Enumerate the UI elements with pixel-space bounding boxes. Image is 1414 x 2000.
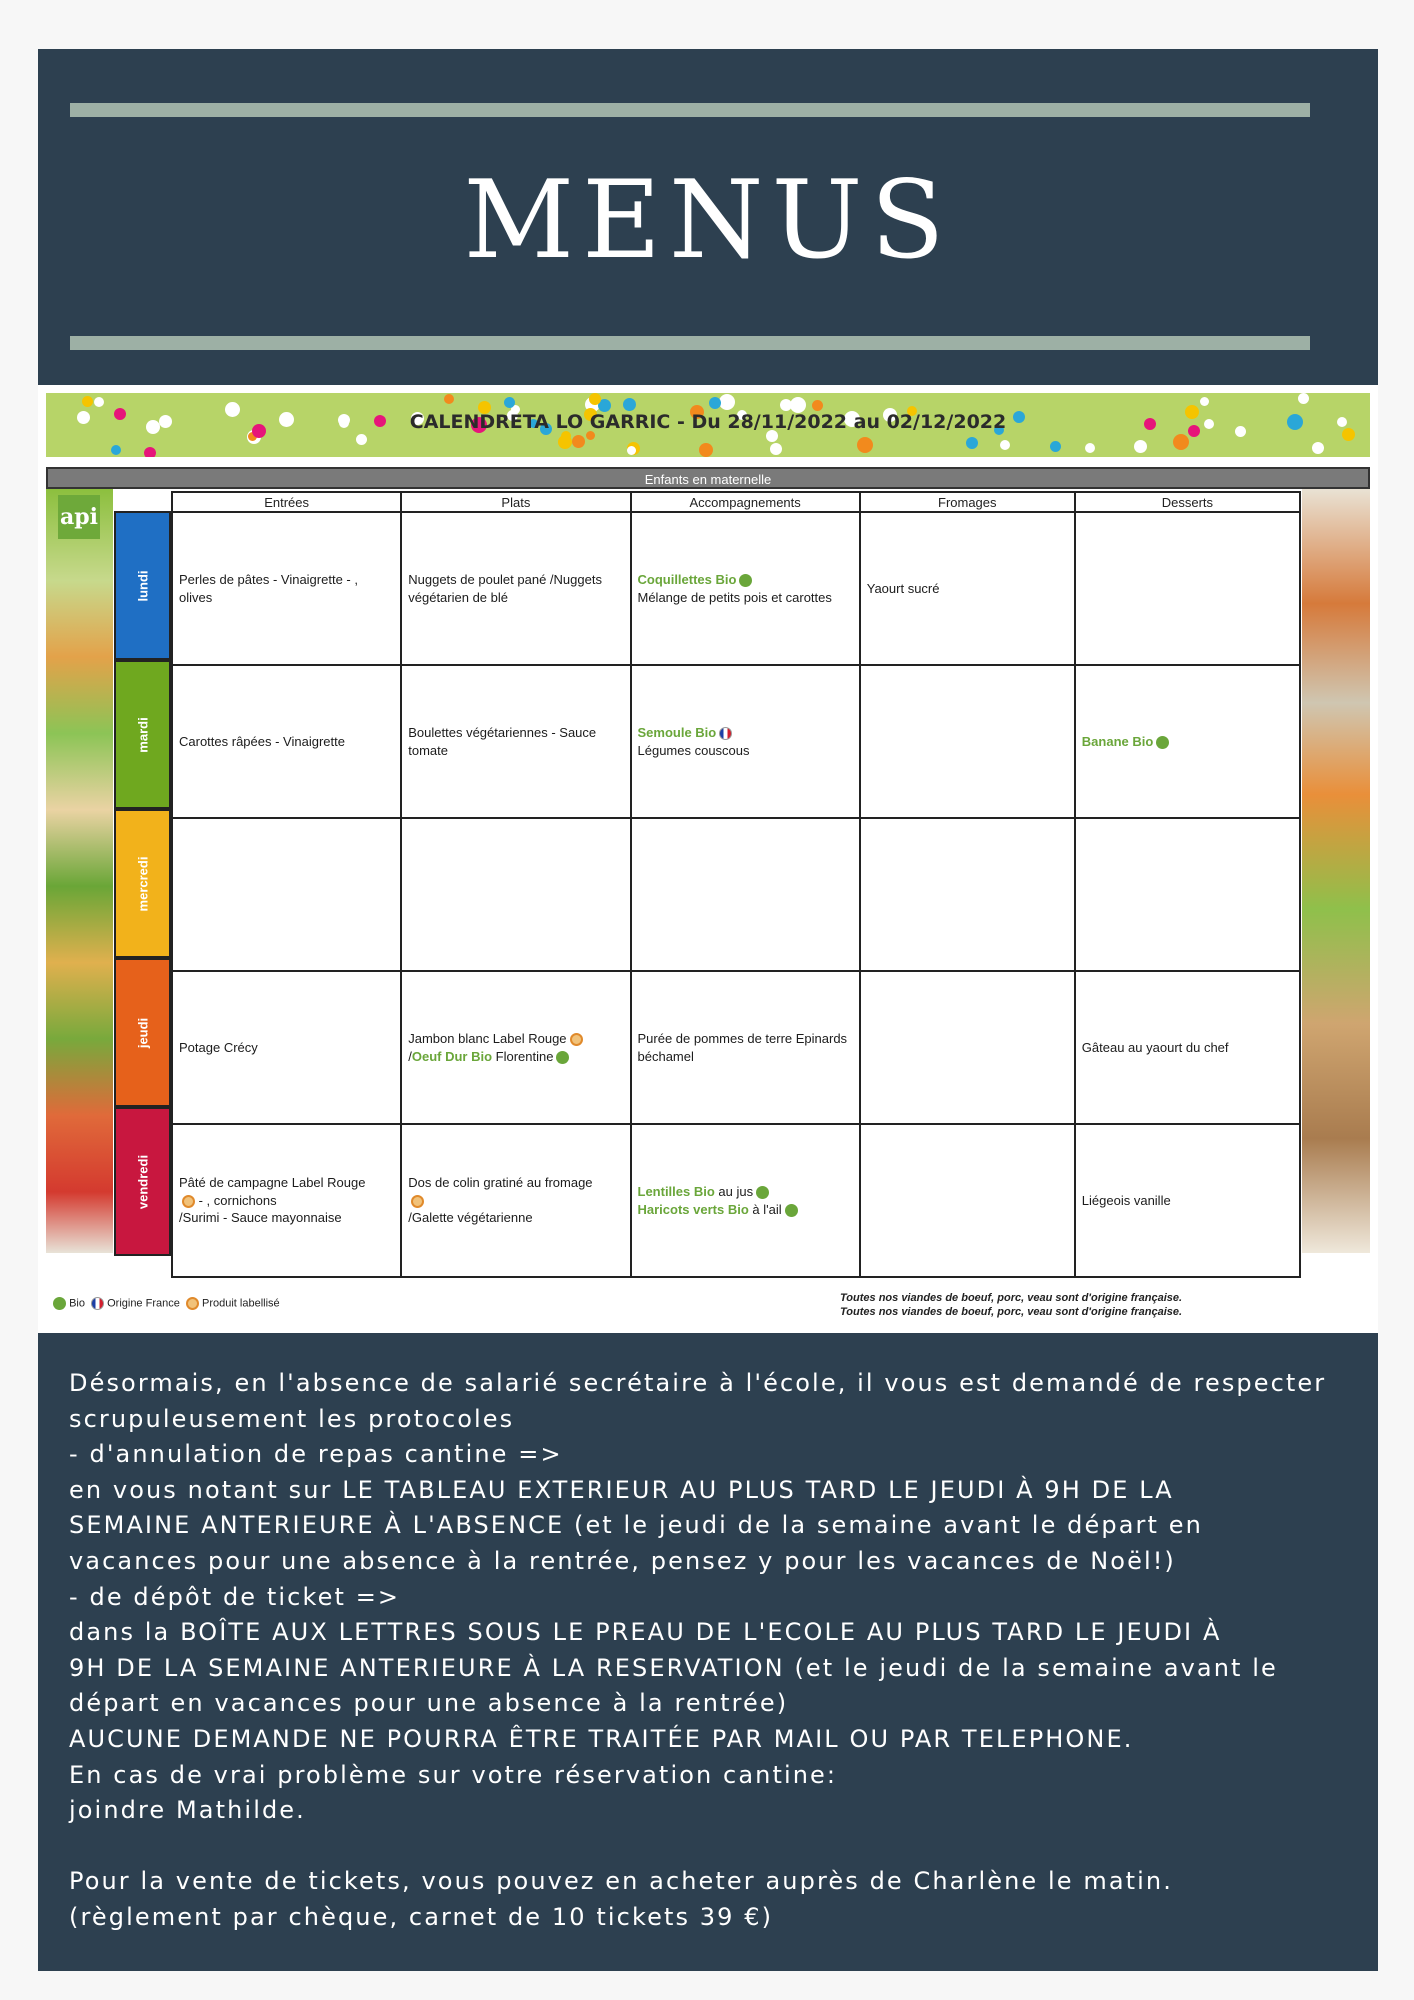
cell-fromage	[860, 971, 1075, 1124]
cell-accompagnement	[631, 1124, 860, 1277]
cell-entree: Carottes râpées - Vinaigrette	[172, 665, 401, 818]
cell-fromage	[860, 1124, 1075, 1277]
cell-dessert: Gâteau au yaourt du chef	[1075, 971, 1300, 1124]
cell-entree	[172, 1124, 401, 1277]
info-line: vacances pour une absence à la rentrée, pensez y pour les vacances de Noël!)	[69, 1546, 1176, 1575]
column-header-desserts: Desserts	[1075, 492, 1300, 512]
day-tab-mercredi	[114, 809, 171, 958]
cell-accompagnement	[631, 512, 860, 665]
dish-prefix: /	[408, 1048, 412, 1064]
info-text	[69, 1366, 1359, 1936]
cell-entree: Perles de pâtes - Vinaigrette - , olives	[172, 512, 401, 665]
info-line: AUCUNE DEMANDE NE POURRA ÊTRE TRAITÉE PAR MAIL OU PAR TELEPHONE.	[69, 1724, 1134, 1753]
label-product-icon	[182, 1195, 195, 1208]
meat-origin-note	[840, 1291, 1182, 1320]
dish: Mélange de petits pois et carottes	[637, 589, 832, 605]
info-line: joindre Mathilde.	[69, 1796, 306, 1825]
day-label: mercredi	[135, 856, 150, 911]
dish: Pâté de campagne Label Rouge	[179, 1175, 366, 1191]
info-line: En cas de vrai problème sur votre réservation cantine:	[69, 1760, 838, 1789]
cell-dessert	[1075, 818, 1300, 971]
api-logo: api	[58, 495, 100, 539]
cell-entree	[172, 818, 401, 971]
bio-icon	[53, 1297, 66, 1310]
confetti-dot	[1050, 441, 1061, 452]
bio-icon	[1156, 736, 1169, 749]
table-row-jeudi	[172, 971, 1300, 1124]
cell-plat: Nuggets de poulet pané /Nuggets végétarien de blé	[401, 512, 630, 665]
menu-calendar-image	[38, 385, 1378, 1333]
cell-accompagnement	[631, 665, 860, 818]
bio-dish: Semoule Bio	[637, 724, 717, 740]
bio-icon	[785, 1204, 798, 1217]
menu-banner	[46, 393, 1370, 457]
confetti-dot	[589, 393, 601, 405]
confetti-dot	[719, 394, 735, 410]
confetti-dot	[82, 396, 93, 407]
table-row-mercredi	[172, 818, 1300, 971]
cell-plat	[401, 818, 630, 971]
header-panel	[38, 49, 1378, 385]
confetti-dot	[444, 394, 454, 404]
bio-dish: Haricots verts Bio	[637, 1201, 749, 1217]
info-line: Pour la vente de tickets, vous pouvez en acheter auprès de Charlène le matin.	[69, 1867, 1173, 1896]
vegetable-border-left	[46, 489, 113, 1253]
confetti-dot	[94, 397, 104, 407]
cell-plat	[401, 1124, 630, 1277]
info-line: - d'annulation de repas cantine =>	[69, 1440, 563, 1469]
column-header-fromages: Fromages	[860, 492, 1075, 512]
dish-suffix: à l'ail	[748, 1201, 782, 1217]
bio-icon	[556, 1051, 569, 1064]
note-line: Toutes nos viandes de boeuf, porc, veau sont d'origine française.	[840, 1292, 1183, 1304]
day-label: lundi	[135, 569, 150, 602]
table-row-mardi	[172, 665, 1300, 818]
confetti-dot	[623, 398, 636, 411]
confetti-dot	[1312, 442, 1324, 454]
column-header-plats: Plats	[401, 492, 630, 512]
confetti-dot	[812, 400, 823, 411]
confetti-dot	[1173, 434, 1189, 450]
confetti-dot	[356, 434, 367, 445]
confetti-dot	[111, 445, 121, 455]
day-tab-vendredi	[114, 1107, 171, 1256]
cell-accompagnement	[631, 818, 860, 971]
dish-suffix: Florentine	[492, 1048, 554, 1064]
bio-icon	[756, 1186, 769, 1199]
legend-france: Origine France	[107, 1297, 180, 1310]
info-line: SEMAINE ANTERIEURE À L'ABSENCE (et le jeudi de la semaine avant le départ en	[69, 1511, 1203, 1540]
note-line: Toutes nos viandes de boeuf, porc, veau sont d'origine française.	[840, 1306, 1183, 1319]
label-product-icon	[411, 1195, 424, 1208]
info-line: dans la BOÎTE AUX LETTRES SOUS LE PREAU DE L'ECOLE AU PLUS TARD LE JEUDI À	[69, 1618, 1222, 1647]
bio-dish: Coquillettes Bio	[637, 571, 737, 587]
day-tab-mardi	[114, 660, 171, 809]
cell-dessert	[1075, 512, 1300, 665]
confetti-dot	[572, 435, 585, 448]
cell-dessert: Liégeois vanille	[1075, 1124, 1300, 1277]
info-line: départ en vacances pour une absence à la rentrée)	[69, 1689, 789, 1718]
confetti-dot	[504, 397, 515, 408]
france-origin-icon	[719, 727, 732, 740]
confetti-dot	[144, 447, 156, 457]
bio-dish: Oeuf Dur Bio	[411, 1048, 493, 1064]
info-line: - de dépôt de ticket =>	[69, 1582, 401, 1611]
info-line: (règlement par chèque, carnet de 10 tickets 39 €)	[69, 1902, 774, 1931]
vegetable-border-right	[1302, 489, 1370, 1253]
info-line	[69, 1829, 1359, 1865]
legend-bio: Bio	[69, 1297, 85, 1310]
day-tab-jeudi	[114, 958, 171, 1107]
cell-fromage: Yaourt sucré	[860, 512, 1075, 665]
cell-entree: Potage Crécy	[172, 971, 401, 1124]
bio-icon	[739, 574, 752, 587]
info-line: en vous notant sur LE TABLEAU EXTERIEUR AU PLUS TARD LE JEUDI À 9H DE LA	[69, 1475, 1174, 1504]
cell-plat	[401, 971, 630, 1124]
confetti-dot	[857, 437, 873, 453]
info-line: Désormais, en l'absence de salarié secrétaire à l'école, il vous est demandé de respecter	[69, 1369, 1327, 1397]
confetti-dot	[699, 443, 713, 457]
dish: Légumes couscous	[637, 742, 750, 758]
confetti-dot	[1200, 397, 1209, 406]
day-label: mardi	[135, 716, 150, 753]
dish: /Surimi - Sauce mayonnaise	[179, 1210, 342, 1226]
dish: Dos de colin gratiné au fromage	[408, 1175, 593, 1191]
column-header-entrees: Entrées	[172, 492, 401, 512]
menu-header-row	[172, 492, 1300, 512]
info-panel	[38, 1333, 1378, 1971]
cell-plat: Boulettes végétariennes - Sauce tomate	[401, 665, 630, 818]
label-product-icon	[570, 1033, 583, 1046]
cell-fromage	[860, 665, 1075, 818]
day-label: jeudi	[135, 1017, 150, 1048]
confetti-dot	[966, 437, 978, 449]
confetti-dot	[1298, 393, 1309, 404]
table-row-lundi	[172, 512, 1300, 665]
menu-legend	[50, 1297, 280, 1310]
label-product-icon	[186, 1297, 199, 1310]
confetti-dot	[627, 446, 636, 455]
info-line: scrupuleusement les protocoles	[69, 1404, 515, 1433]
menu-subheading: Enfants en maternelle	[46, 467, 1370, 489]
menu-banner-title: CALENDRETA LO GARRIC - Du 28/11/2022 au 02/12/2022	[409, 411, 1007, 433]
table-row-vendredi	[172, 1124, 1300, 1277]
cell-fromage	[860, 818, 1075, 971]
info-line: 9H DE LA SEMAINE ANTERIEURE À LA RESERVATION (et le jeudi de la semaine avant le	[69, 1653, 1278, 1682]
confetti-dot	[709, 397, 721, 409]
dish: - , cornichons	[195, 1192, 277, 1208]
dish-suffix: au jus	[714, 1183, 754, 1199]
cell-dessert	[1075, 665, 1300, 818]
confetti-dot	[1000, 440, 1010, 450]
legend-label: Produit labellisé	[201, 1297, 280, 1310]
column-header-accompagnements: Accompagnements	[631, 492, 860, 512]
header-top-rule	[70, 103, 1310, 117]
menu-table	[171, 491, 1301, 1278]
bio-dish: Lentilles Bio	[637, 1183, 715, 1199]
day-tab-lundi	[114, 511, 171, 660]
page-title: MENUS	[463, 158, 953, 283]
cell-accompagnement: Purée de pommes de terre Epinards béchamel	[631, 971, 860, 1124]
confetti-dot	[1085, 443, 1095, 453]
dish: Jambon blanc Label Rouge	[408, 1030, 567, 1046]
confetti-dot	[1134, 440, 1147, 453]
confetti-dot	[780, 399, 792, 411]
france-origin-icon	[91, 1297, 104, 1310]
day-label: vendredi	[135, 1154, 150, 1209]
bio-dish: Banane Bio	[1081, 733, 1154, 749]
header-bottom-rule	[70, 336, 1310, 350]
confetti-dot	[770, 443, 782, 455]
dish: /Galette végétarienne	[408, 1210, 533, 1226]
